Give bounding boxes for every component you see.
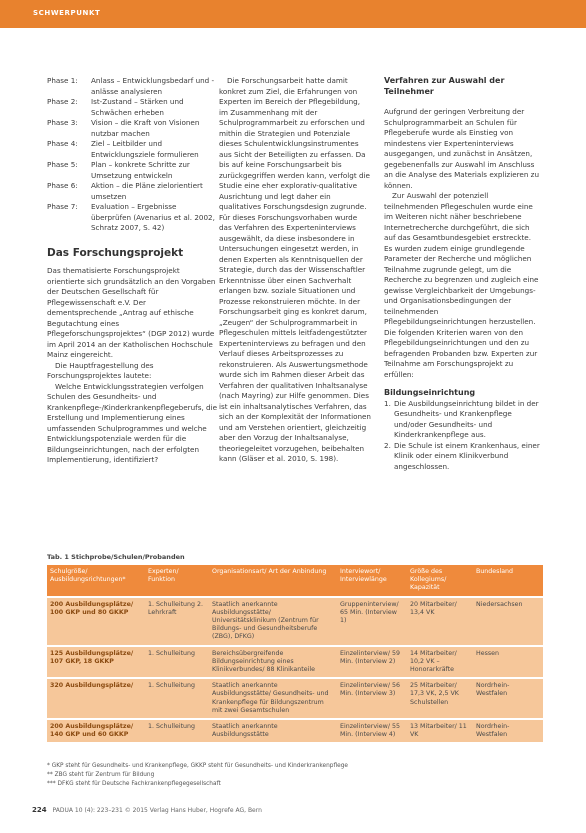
phase-label: Phase 6:	[47, 181, 78, 190]
table-header-cell: Experten/ Funktion	[145, 565, 209, 596]
column-right	[384, 76, 541, 472]
table-row	[47, 598, 543, 645]
list-number: 1.	[384, 398, 391, 408]
phase-text: Ziel – Leitbilder und Entwicklungsziele formulieren	[91, 139, 199, 159]
list-item	[384, 441, 541, 473]
table-row	[47, 679, 543, 718]
sample-table	[47, 563, 543, 744]
phase-text: Anlass – Entwicklungsbedarf und -anlässe analysieren	[91, 76, 215, 96]
page-footer	[32, 806, 262, 814]
table-cell: 1. Schulleitung	[145, 647, 209, 678]
table-cell: 14 Mitarbeiter/ 10,2 VK – Honorarkräfte	[407, 647, 473, 678]
phase-item	[47, 76, 217, 97]
phase-item	[47, 118, 217, 139]
phase-label: Phase 4:	[47, 139, 78, 148]
table-cell: 20 Mitarbeiter/ 13,4 VK	[407, 598, 473, 645]
phase-text: Vision – die Kraft von Visionen nutzbar machen	[91, 118, 200, 138]
table-cell: Nordrhein-Westfalen	[473, 679, 543, 718]
footnote: *** DFKG steht für Deutsche Fachkrankenpflegegesellschaft	[47, 781, 221, 787]
phase-text: Aktion – die Pläne zielorientiert umsetzen	[91, 181, 203, 201]
table-cell: Staatlich anerkannte Ausbildungsstätte	[209, 720, 337, 742]
phase-label: Phase 5:	[47, 160, 78, 169]
table-cell: Niedersachsen	[473, 598, 543, 645]
table-header-cell: Schulgröße/ Ausbildungsrichtungen*	[47, 565, 145, 596]
body-paragraph: Die Forschungsarbeit hatte damit konkret zum Ziel, die Erfahrungen von Experten im Bereich der Pflegebildung, im Zusammenhang mit der Schulprogrammarbeit zu erforschen und mithin die Strategien und Potenziale dieses Schulentwicklungsinstrumentes aus Sicht der Beteiligten zu erfassen. Da bis auf keine Forschungsarbeit bis zurückgegriffen werden kann, verfolgt die Studie eine eher explorativ-qualitative Ausrichtung und legt daher ein qualitatives Forschungsdesign zugrunde. Für dieses Forschungsvorhaben wurde das Verfahren des Experteninterviews ausgewählt, da diese insbesondere in Untersuchungen eingesetzt werden, in denen Experten als Kenntnisquellen der Strategie, durch das der Wissenschaftler Erkenntnisse über einen Sachverhalt erlangen bzw. soziale Situationen und Prozesse rekonstruieren möchte. In der Forschungsarbeit ging es konkret darum, „Zeugen“ der Schulprogrammarbeit in Pflegeschulen mittels leitfadengestützter Experteninterviews zu befragen und den Verlauf dieses Arbeitsprozesses zu rekonstruieren. Als Auswertungsmethode wurde sich im Rahmen dieser Arbeit das Verfahren der qualitativen Inhaltsanalyse (nach Mayring) zur Hilfe genommen. Dies ist ein inhaltsanalytisches Verfahren, das sich an der Komplexität der Informationen und am Verstehen orientiert, gleichzeitig aber den Vorzug der Inhaltsanalyse, theoriegeleitet vorzugehen, beibehalten kann (Gläser et al. 2010, S. 198).	[219, 76, 371, 463]
column-left	[47, 76, 217, 466]
table-row	[47, 647, 543, 678]
table-cell: Gruppeninterview/ 65 Min. (Interview 1)	[337, 598, 407, 645]
list-text: Die Ausbildungseinrichtung bildet in der Gesundheits- und Krankenpflege und/oder Gesundheits- und Kinderkrankenpflege aus.	[394, 398, 539, 439]
column-middle	[219, 76, 371, 465]
table-cell: Staatlich anerkannte Ausbildungsstätte/ Universitätsklinikum (Zentrum für Bildungs- und Gesundheitsberufe (ZBG), DFKG)	[209, 598, 337, 645]
section-kicker: SCHWERPUNKT	[33, 9, 101, 17]
body-paragraph: Das thematisierte Forschungsprojekt orientierte sich grundsätzlich an den Vorgaben der Deutschen Gesellschaft für Pflegewissenschaft e.V. Der dementsprechende „Antrag auf ethische Begutachtung eines Pflegeforschungsprojektes“ (DGP 2012) wurde im April 2014 an der Katholischen Hochschule Mainz eingereicht.	[47, 266, 216, 359]
table-cell: 1. Schulleitung	[145, 720, 209, 742]
table-cell: Staatlich anerkannte Ausbildungsstätte/ Gesundheits- und Krankenpflege für Bildungszentrum mit zwei Gesamtschulen	[209, 679, 337, 718]
table-header-cell: Bundesland	[473, 565, 543, 596]
phase-label: Phase 3:	[47, 118, 78, 127]
citation: PADUA 10 (4): 223–231 © 2015 Verlag Hans Huber, Hogrefe AG, Bern	[52, 807, 262, 814]
table-header-row	[47, 565, 543, 596]
phase-item	[47, 202, 217, 234]
body-paragraph: Welche Entwicklungsstrategien verfolgen Schulen des Gesundheits- und Krankenpflege-/Kinderkrankenpflegeberufs, die Erstellung und Implementierung eines umfassenden Schulprogrammes und welche Entwicklungspotenziale werden für die Bildungseinrichtungen, nach der erfolgten Implementierung, identifiziert?	[47, 381, 218, 464]
table-cell: 320 Ausbildungsplätze/	[47, 679, 145, 718]
phase-item	[47, 139, 217, 160]
table-cell: Einzelinterview/ 56 Min. (Interview 3)	[337, 679, 407, 718]
table-cell: 25 Mitarbeiter/ 17,3 VK, 2,5 VK Schulstellen	[407, 679, 473, 718]
table-cell: 1. Schulleitung	[145, 679, 209, 718]
table-cell: Einzelinterview/ 59 Min. (Interview 2)	[337, 647, 407, 678]
header-band	[0, 0, 586, 28]
phase-text: Plan – konkrete Schritte zur Umsetzung entwickeln	[91, 160, 190, 180]
phase-label: Phase 2:	[47, 97, 78, 106]
body-paragraph: Die Hauptfragestellung des Forschungsprojektes lautete:	[47, 360, 154, 380]
table-header-cell: Interviewort/ Interviewlänge	[337, 565, 407, 596]
phase-label: Phase 1:	[47, 76, 78, 85]
table-header-cell: Größe des Kollegiums/ Kapazität	[407, 565, 473, 596]
phase-item	[47, 97, 217, 118]
body-paragraph: Aufgrund der geringen Verbreitung der Schulprogrammarbeit an Schulen für Pflegeberufe wurde als Einstieg von mindestens vier Experteninterviews ausgegangen, und zunächst in Ansätzen, gegebenenfalls zur Auswahl im Anschluss an die Analyse des Materials explizieren zu können.	[384, 107, 540, 190]
page-number: 224	[32, 806, 47, 814]
table-cell: Hessen	[473, 647, 543, 678]
table-cell: Nordrhein-Westfalen	[473, 720, 543, 742]
phase-label: Phase 7:	[47, 202, 78, 211]
footnote: * GKP steht für Gesundheits- und Krankenpflege, GKKP steht für Gesundheits- und Kinderkrankenpflege	[47, 763, 348, 769]
phase-item	[47, 181, 217, 202]
phase-text: Evaluation – Ergebnisse überprüfen (Avenarius et al. 2002, Schratz 2007, S. 42)	[91, 202, 215, 232]
subsection-heading: Bildungseinrichtung	[384, 388, 476, 397]
table-cell: 200 Ausbildungsplätze/ 140 GKP und 60 GKKP	[47, 720, 145, 742]
list-item	[384, 399, 541, 441]
table-cell: 200 Ausbildungsplätze/ 100 GKP und 80 GKKP	[47, 598, 145, 645]
table-header-cell: Organisationsart/ Art der Anbindung	[209, 565, 337, 596]
table-cell: Einzelinterview/ 55 Min. (Interview 4)	[337, 720, 407, 742]
phase-item	[47, 160, 217, 181]
table-cell: 13 Mitarbeiter/ 11 VK	[407, 720, 473, 742]
phase-text: Ist-Zustand – Stärken und Schwächen erheben	[91, 97, 184, 117]
list-text: Die Schule ist einem Krankenhaus, einer Klinik oder einem Klinikverbund angeschlossen.	[394, 440, 540, 471]
table-caption: Tab. 1 Stichprobe/Schulen/Probanden	[47, 553, 185, 561]
table-cell: Bereichsübergreifende Bildungseinrichtung eines Klinikverbundes/ 88 Klinikanteile	[209, 647, 337, 678]
table-cell: 1. Schulleitung 2. Lehrkraft	[145, 598, 209, 645]
footnote: ** ZBG steht für Zentrum für Bildung	[47, 772, 155, 778]
subsection-heading: Verfahren zur Auswahl der Teilnehmer	[384, 76, 505, 96]
table-row	[47, 720, 543, 742]
list-number: 2.	[384, 440, 391, 450]
table-cell: 125 Ausbildungsplätze/ 107 GKP, 18 GKKP	[47, 647, 145, 678]
body-paragraph: Zur Auswahl der potenziell teilnehmenden Pflegeschulen wurde eine im Weiteren nicht näher beschriebene Internetrecherche durchgeführt, die sich auf das Gesamtbundesgebiet erstreckte. Es wurden zudem einige grundlegende Parameter der Recherche und möglichen Teilnahme zugrunde gelegt, um die Recherche zu begrenzen und zugleich eine gewisse Vergleichbarkeit der Umgebungs- und Organisationsbedingungen der teilnehmenden Pflegebildungseinrichtungen herzustellen. Die folgenden Kriterien waren von den Pflegebildungseinrichtungen und den zu befragenden Probanden bzw. Experten zur Teilnahme am Forschungsprojekt zu erfüllen:	[384, 191, 539, 379]
section-heading: Das Forschungsprojekt	[47, 246, 184, 259]
